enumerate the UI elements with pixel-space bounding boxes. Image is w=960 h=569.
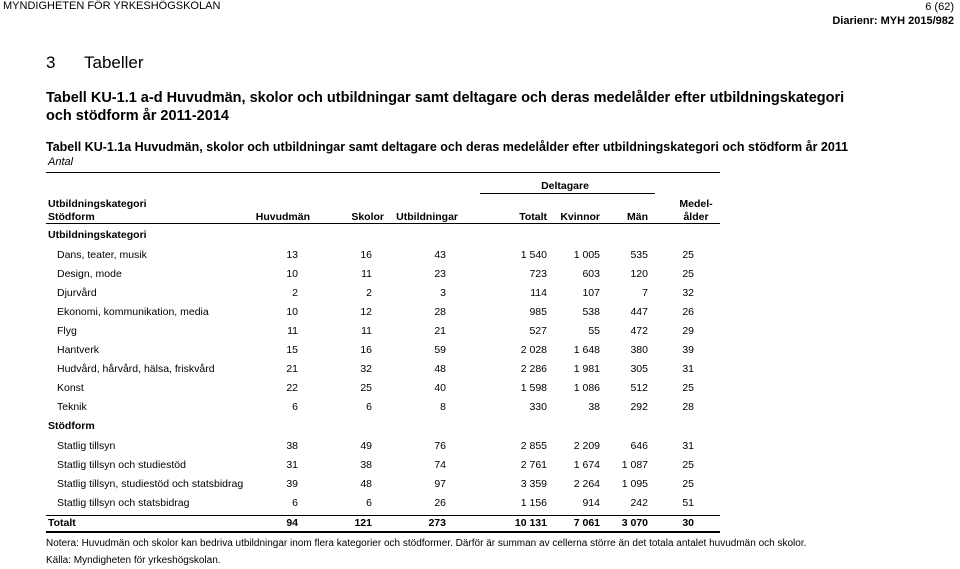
table-cell: 32 xyxy=(682,287,694,299)
table-cell: 2 264 xyxy=(573,478,600,490)
stub-header-stodform: Stödform xyxy=(48,211,95,223)
row-label: Statlig tillsyn och studiestöd xyxy=(57,459,186,471)
col-header-utbildningar: Utbildningar xyxy=(396,211,458,223)
section-title-text: Tabeller xyxy=(84,53,144,72)
col-header-man: Män xyxy=(627,211,648,223)
col-header-huvudman: Huvudmän xyxy=(255,211,310,223)
table-cell: 512 xyxy=(630,382,648,394)
table-cell: 2 286 xyxy=(520,363,547,375)
table-cell: 2 855 xyxy=(520,440,547,452)
table-caption: Tabell KU-1.1a Huvudmän, skolor och utbildningar samt deltagare och deras medelålder efter utbildningskategori och stödform år 2011 xyxy=(46,140,849,154)
table-cell: 25 xyxy=(682,478,694,490)
table-cell: 55 xyxy=(588,325,600,337)
table-source: Källa: Myndigheten för yrkeshögskolan. xyxy=(46,555,221,566)
table-cell: 40 xyxy=(434,382,446,394)
table-cell: 10 xyxy=(286,268,298,280)
table-cell: 26 xyxy=(682,306,694,318)
table-cell: 120 xyxy=(630,268,648,280)
table-cell: 2 xyxy=(366,287,372,299)
table-cell: 7 061 xyxy=(573,517,600,529)
organization-name: MYNDIGHETEN FÖR YRKESHÖGSKOLAN xyxy=(3,0,221,12)
table-cell: 292 xyxy=(630,401,648,413)
table-cell: 31 xyxy=(682,363,694,375)
table-group-heading: Tabell KU-1.1 a-d Huvudmän, skolor och utbildningar samt deltagare och deras medelålder efter utbildningskategori och stödform år 2011-2014 xyxy=(46,90,845,124)
total-top-rule xyxy=(46,515,720,516)
table-cell: 11 xyxy=(361,325,372,337)
row-label: Statlig tillsyn xyxy=(57,440,116,452)
table-cell: 8 xyxy=(440,401,446,413)
group-header-deltagare: Deltagare xyxy=(541,180,589,192)
table-cell: 39 xyxy=(682,344,694,356)
table-cell: 1 005 xyxy=(573,249,600,261)
table-cell: 94 xyxy=(286,517,298,529)
table-cell: 107 xyxy=(582,287,600,299)
table-cell: 3 xyxy=(440,287,446,299)
table-cell: 114 xyxy=(530,287,547,299)
table-cell: 535 xyxy=(630,249,648,261)
table-cell: 21 xyxy=(286,363,298,375)
row-label: Dans, teater, musik xyxy=(57,249,147,261)
row-label: Design, mode xyxy=(57,268,122,280)
table-cell: 11 xyxy=(287,325,298,337)
table-cell: 38 xyxy=(360,459,372,471)
table-cell: 2 xyxy=(292,287,298,299)
table-cell: 32 xyxy=(360,363,372,375)
table-cell: 6 xyxy=(366,497,372,509)
table-cell: 74 xyxy=(434,459,446,471)
table-cell: 914 xyxy=(582,497,600,509)
age-header-line1: Medel- xyxy=(679,198,713,210)
table-cell: 1 598 xyxy=(520,382,547,394)
table-cell: 48 xyxy=(434,363,446,375)
table-cell: 603 xyxy=(582,268,600,280)
table-cell: 48 xyxy=(360,478,372,490)
table-cell: 10 xyxy=(286,306,298,318)
table-cell: 1 156 xyxy=(520,497,547,509)
table-cell: 43 xyxy=(434,249,446,261)
table-cell: 12 xyxy=(360,306,372,318)
col-header-kvinnor: Kvinnor xyxy=(560,211,600,223)
table-cell: 2 028 xyxy=(520,344,547,356)
table-cell: 76 xyxy=(434,440,446,452)
page-meta xyxy=(832,0,954,28)
table-cell: 59 xyxy=(434,344,446,356)
table-cell: 723 xyxy=(529,268,547,280)
row-label: Hudvård, hårvård, hälsa, friskvård xyxy=(57,363,215,375)
table-note: Notera: Huvudmän och skolor kan bedriva utbildningar inom flera kategorier och stödformer. Därför är summan av cellerna större än det totala antalet huvudmän och skolor. xyxy=(46,538,807,549)
table-cell: 3 359 xyxy=(520,478,547,490)
table-cell: 2 761 xyxy=(520,459,547,471)
table-cell: 25 xyxy=(682,382,694,394)
table-cell: 646 xyxy=(630,440,648,452)
table-cell: 242 xyxy=(630,497,648,509)
table-cell: 29 xyxy=(682,325,694,337)
table-cell: 21 xyxy=(434,325,446,337)
table-cell: 51 xyxy=(682,497,694,509)
table-cell: 305 xyxy=(630,363,648,375)
total-bottom-rule xyxy=(46,531,720,533)
table-cell: 1 087 xyxy=(621,459,648,471)
section-title xyxy=(46,53,144,73)
table-cell: 527 xyxy=(529,325,547,337)
table-cell: 7 xyxy=(642,287,648,299)
table-cell: 25 xyxy=(682,249,694,261)
table-top-rule xyxy=(46,172,720,173)
table-cell: 1 981 xyxy=(573,363,600,375)
table-cell: 38 xyxy=(286,440,298,452)
table-cell: 472 xyxy=(630,325,648,337)
table-cell: 985 xyxy=(529,306,547,318)
col-header-skolor: Skolor xyxy=(351,211,384,223)
table-cell: 3 070 xyxy=(621,517,648,529)
row-label: Flyg xyxy=(57,325,77,337)
table-cell: 10 131 xyxy=(514,517,547,529)
section-label-stodform: Stödform xyxy=(48,420,95,432)
table-cell: 1 540 xyxy=(520,249,547,261)
table-cell: 273 xyxy=(428,517,446,529)
row-label: Statlig tillsyn och statsbidrag xyxy=(57,497,190,509)
table-cell: 28 xyxy=(682,401,694,413)
table-cell: 13 xyxy=(286,249,298,261)
table-cell: 25 xyxy=(682,459,694,471)
table-cell: 25 xyxy=(360,382,372,394)
table-cell: 447 xyxy=(630,306,648,318)
table-cell: 380 xyxy=(630,344,648,356)
table-cell: 31 xyxy=(682,440,694,452)
col-header-totalt: Totalt xyxy=(519,211,547,223)
table-cell: 16 xyxy=(360,344,372,356)
table-cell: 26 xyxy=(434,497,446,509)
table-cell: 97 xyxy=(434,478,446,490)
table-cell: 2 209 xyxy=(573,440,600,452)
table-unit: Antal xyxy=(48,156,74,168)
table-cell: 22 xyxy=(286,382,298,394)
section-number: 3 xyxy=(46,53,56,72)
table-cell: 538 xyxy=(582,306,600,318)
row-label: Hantverk xyxy=(57,344,100,356)
table-cell: 1 095 xyxy=(621,478,648,490)
table-cell: 23 xyxy=(434,268,446,280)
table-cell: 1 086 xyxy=(573,382,600,394)
row-label: Teknik xyxy=(57,401,87,413)
table-cell: 49 xyxy=(360,440,372,452)
row-label: Konst xyxy=(57,382,84,394)
row-label: Ekonomi, kommunikation, media xyxy=(57,306,209,318)
age-header-line2: ålder xyxy=(683,211,709,223)
table-cell: 11 xyxy=(361,268,372,280)
table-cell: 15 xyxy=(286,344,298,356)
row-label: Statlig tillsyn, studiestöd och statsbidrag xyxy=(57,478,244,490)
table-cell: 16 xyxy=(360,249,372,261)
table-cell: 31 xyxy=(286,459,298,471)
table-cell: 39 xyxy=(286,478,298,490)
row-label: Totalt xyxy=(48,517,76,529)
table-cell: 1 648 xyxy=(573,344,600,356)
table-cell: 28 xyxy=(434,306,446,318)
table-cell: 25 xyxy=(682,268,694,280)
table-cell: 6 xyxy=(292,401,298,413)
table-cell: 38 xyxy=(588,401,600,413)
section-label-category: Utbildningskategori xyxy=(48,229,147,241)
table-cell: 1 674 xyxy=(573,459,600,471)
row-label: Djurvård xyxy=(57,287,97,299)
stub-header-category: Utbildningskategori xyxy=(48,198,147,210)
table-cell: 30 xyxy=(682,517,694,529)
table-cell: 6 xyxy=(366,401,372,413)
table-cell: 330 xyxy=(529,401,547,413)
group-header-rule xyxy=(480,193,655,194)
diary-number: Diarienr: MYH 2015/982 xyxy=(832,15,954,27)
table-cell: 121 xyxy=(354,517,372,529)
page-number: 6 (62) xyxy=(925,1,954,13)
table-cell: 6 xyxy=(292,497,298,509)
